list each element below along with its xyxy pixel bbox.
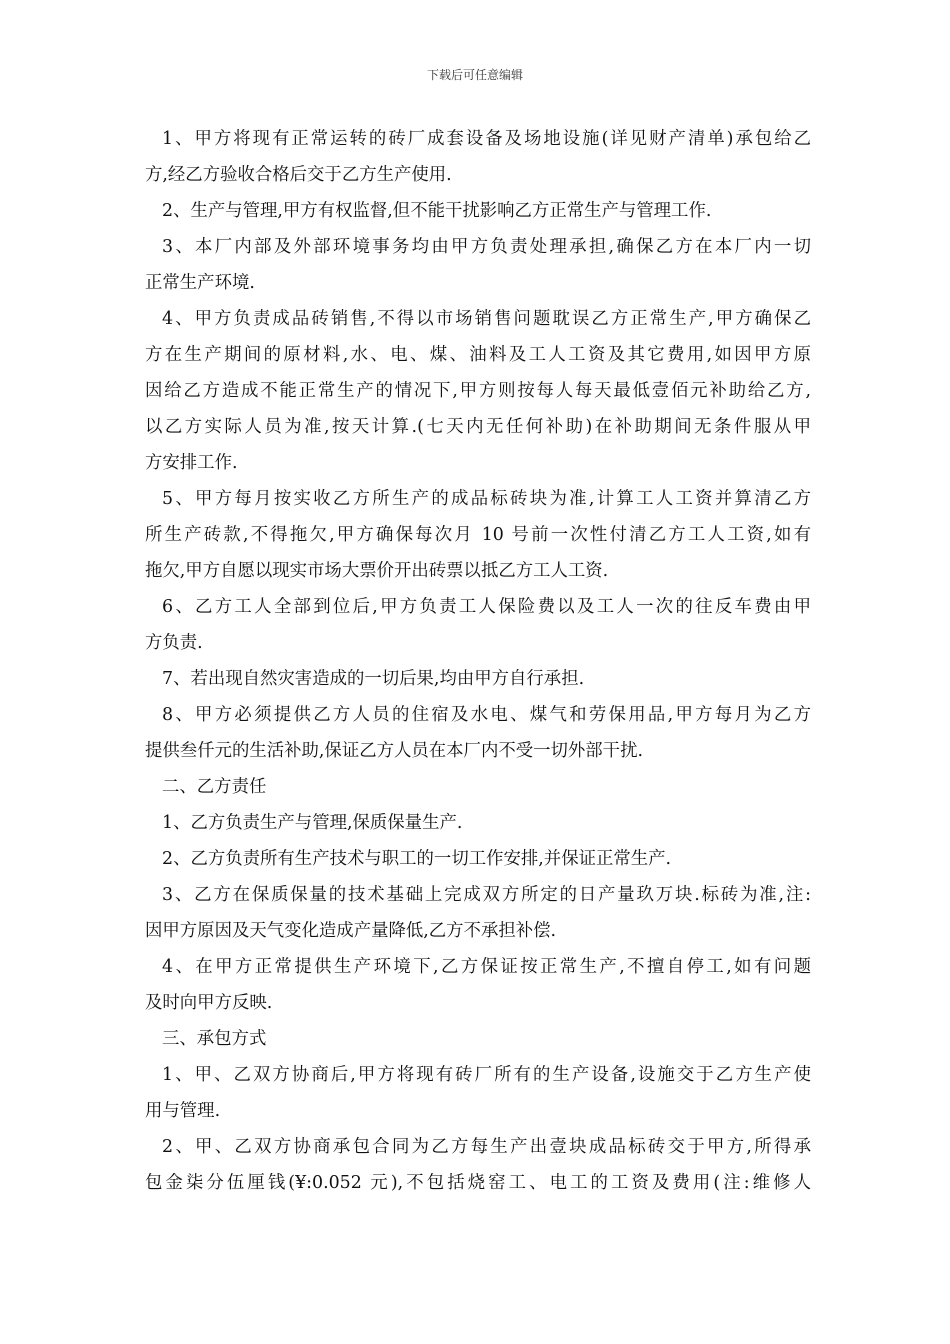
clause-paragraph xyxy=(145,1057,811,1129)
section-heading xyxy=(145,769,811,805)
section-heading xyxy=(145,1021,811,1057)
text-line: 4、甲方负责成品砖销售,不得以市场销售问题耽误乙方正常生产,甲方确保乙 xyxy=(162,309,811,329)
text-line: 2、生产与管理,甲方有权监督,但不能干扰影响乙方正常生产与管理工作. xyxy=(162,201,712,221)
text-line: 6、乙方工人全部到位后,甲方负责工人保险费以及工人一次的往反车费由甲 xyxy=(162,597,811,617)
text-line: 1、甲方将现有正常运转的砖厂成套设备及场地设施(详见财产清单)承包给乙 xyxy=(162,129,811,149)
text-line: 三、承包方式 xyxy=(162,1029,267,1049)
clause-paragraph xyxy=(145,877,811,949)
page-header: 下载后可任意编辑 xyxy=(426,68,523,82)
clause-paragraph xyxy=(145,949,811,1021)
clause-paragraph xyxy=(145,481,811,589)
text-line: 及时向甲方反映. xyxy=(145,993,273,1013)
text-line: 所生产砖款,不得拖欠,甲方确保每次月 10 号前一次性付清乙方工人工资,如有 xyxy=(145,525,811,545)
text-line: 2、乙方负责所有生产技术与职工的一切工作安排,并保证正常生产. xyxy=(162,849,672,869)
text-line: 3、乙方在保质保量的技术基础上完成双方所定的日产量玖万块.标砖为准,注: xyxy=(162,885,811,905)
text-line: 方负责. xyxy=(145,633,203,653)
text-line: 7、若出现自然灾害造成的一切后果,均由甲方自行承担. xyxy=(162,669,585,689)
text-line: 2、甲、乙双方协商承包合同为乙方每生产出壹块成品标砖交于甲方,所得承 xyxy=(162,1137,811,1157)
clause-paragraph xyxy=(145,193,811,229)
clause-paragraph xyxy=(145,1129,811,1201)
clause-paragraph xyxy=(145,301,811,481)
text-line: 二、乙方责任 xyxy=(162,777,267,797)
text-line: 方安排工作. xyxy=(145,453,238,473)
text-line: 方在生产期间的原材料,水、电、煤、油料及工人工资及其它费用,如因甲方原 xyxy=(145,345,811,365)
clause-paragraph xyxy=(145,661,811,697)
text-line: 5、甲方每月按实收乙方所生产的成品标砖块为准,计算工人工资并算清乙方 xyxy=(162,489,811,509)
clause-paragraph xyxy=(145,229,811,301)
text-line: 正常生产环境. xyxy=(145,273,255,293)
document-body xyxy=(145,121,811,1201)
text-line: 因给乙方造成不能正常生产的情况下,甲方则按每人每天最低壹佰元补助给乙方, xyxy=(145,381,811,401)
text-line: 方,经乙方验收合格后交于乙方生产使用. xyxy=(145,165,452,185)
clause-paragraph xyxy=(145,589,811,661)
clause-paragraph xyxy=(145,841,811,877)
text-line: 包金柒分伍厘钱(¥:0.052 元),不包括烧窑工、电工的工资及费用(注:维修人 xyxy=(145,1173,811,1193)
text-line: 以乙方实际人员为准,按天计算.(七天内无任何补助)在补助期间无条件服从甲 xyxy=(145,417,811,437)
text-line: 提供叁仟元的生活补助,保证乙方人员在本厂内不受一切外部干扰. xyxy=(145,741,643,761)
text-line: 用与管理. xyxy=(145,1101,221,1121)
text-line: 1、乙方负责生产与管理,保质保量生产. xyxy=(162,813,463,833)
text-line: 8、甲方必须提供乙方人员的住宿及水电、煤气和劳保用品,甲方每月为乙方 xyxy=(162,705,811,725)
text-line: 因甲方原因及天气变化造成产量降低,乙方不承担补偿. xyxy=(145,921,557,941)
text-line: 4、在甲方正常提供生产环境下,乙方保证按正常生产,不擅自停工,如有问题 xyxy=(162,957,811,977)
text-line: 3、本厂内部及外部环境事务均由甲方负责处理承担,确保乙方在本厂内一切 xyxy=(162,237,811,257)
clause-paragraph xyxy=(145,805,811,841)
clause-paragraph xyxy=(145,697,811,769)
clause-paragraph xyxy=(145,121,811,193)
text-line: 1、甲、乙双方协商后,甲方将现有砖厂所有的生产设备,设施交于乙方生产使 xyxy=(162,1065,811,1085)
text-line: 拖欠,甲方自愿以现实市场大票价开出砖票以抵乙方工人工资. xyxy=(145,561,609,581)
